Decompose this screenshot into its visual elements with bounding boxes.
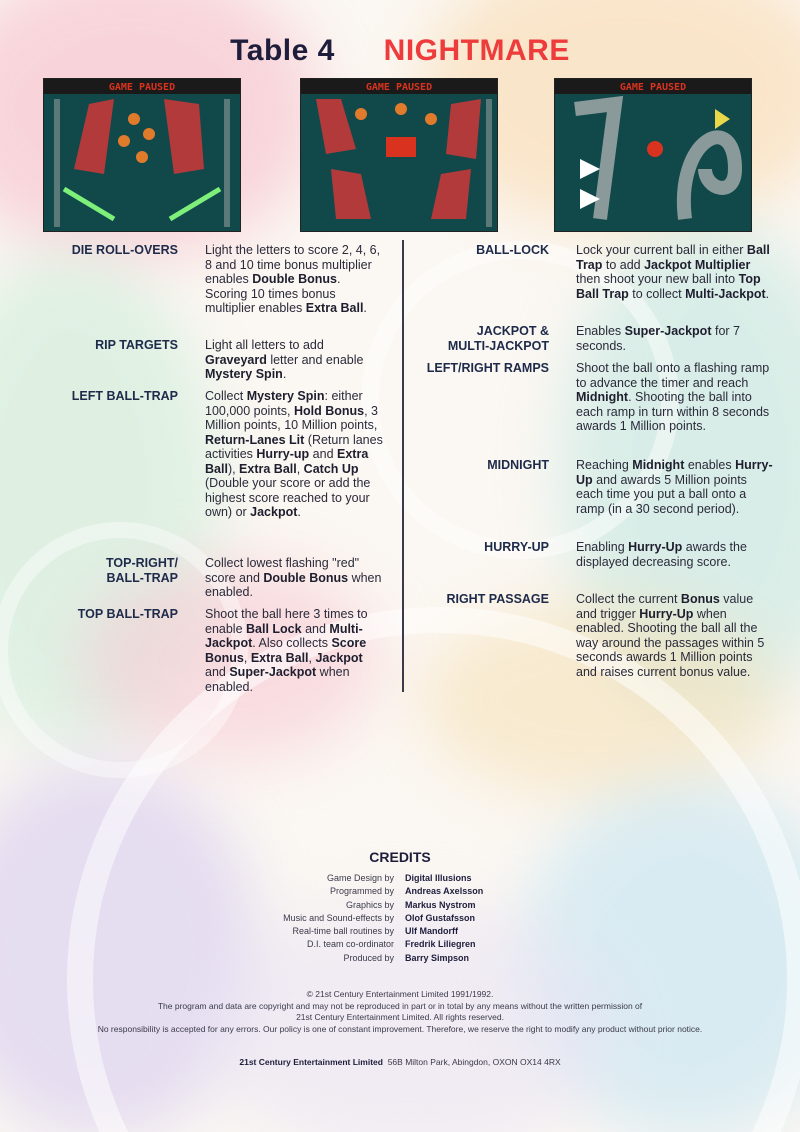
feature-term-left-right-ramps: LEFT/RIGHT RAMPS	[426, 361, 549, 375]
feature-term-midnight: MIDNIGHT	[487, 458, 549, 472]
feature-desc-ball-lock: Lock your current ball in either Ball Trap to add Jackpot Multiplier then shoot your new ball into Top Ball Trap to collect Multi-Jackpot.	[576, 243, 770, 301]
copyright-line: © 21st Century Entertainment Limited 1991/1992.	[306, 989, 494, 999]
game-paused-banner: GAME PAUSED	[619, 82, 687, 93]
company-address: 56B Milton Park, Abingdon, OXON OX14 4RX	[387, 1057, 561, 1067]
credit-row: Graphics by Markus Nystrom	[345, 899, 476, 910]
credit-row: Real-time ball routines by Ulf Mandorff	[292, 926, 458, 937]
credit-row: Music and Sound-effects by Olof Gustafsson	[283, 912, 476, 923]
table-screenshot-2	[300, 78, 498, 232]
legal-line: The program and data are copyright and may not be reproduced in part or in total by any means without the written permission of	[157, 1000, 643, 1011]
feature-term-right-passage: RIGHT PASSAGE	[446, 592, 549, 606]
feature-term-jackpot-multi-jackpot: JACKPOT & MULTI-JACKPOT	[447, 324, 549, 353]
game-paused-banner: GAME PAUSED	[108, 82, 176, 93]
legal-notice	[0, 989, 800, 1036]
credit-row: Produced by Barry Simpson	[343, 952, 470, 963]
credits-list	[0, 872, 800, 965]
feature-desc-die-roll-overs: Light the letters to score 2, 4, 6, 8 and 10 time bonus multiplier enables Double Bonus. Scoring 10 times bonus multiplier enables Extra Ball.	[205, 243, 381, 315]
feature-term-top-right-ball-trap: TOP-RIGHT/ BALL-TRAP	[106, 556, 178, 585]
legal-line: No responsibility is accepted for any errors. Our policy is one of constant improvement. Therefore, we reserve the right to modify any product without prior notice.	[97, 1024, 703, 1035]
feature-desc-right-passage: Collect the current Bonus value and trigger Hurry-Up when enabled. Shooting the ball all the way around the passages within 5 seconds awards 1 Million points and raises current bonus value.	[576, 592, 765, 679]
feature-term-hurry-up: HURRY-UP	[484, 540, 549, 554]
credit-row: Game Design by Digital Illusions	[326, 873, 472, 883]
table-name: NIGHTMARE	[383, 34, 570, 67]
feature-term-top-ball-trap: TOP BALL-TRAP	[77, 607, 178, 621]
feature-desc-hurry-up: Enabling Hurry-Up awards the displayed decreasing score.	[576, 540, 747, 569]
table-screenshot-1	[43, 78, 241, 232]
credit-row: D.I. team co-ordinator Fredrik Liliegren	[306, 939, 476, 950]
feature-desc-jackpot-multi-jackpot: Enables Super-Jackpot for 7 seconds.	[576, 324, 740, 353]
company-name: 21st Century Entertainment Limited	[239, 1057, 383, 1067]
feature-term-die-roll-overs: DIE ROLL-OVERS	[71, 243, 178, 257]
feature-desc-rip-targets: Light all letters to add Graveyard letter and enable Mystery Spin.	[205, 338, 364, 381]
legal-line: 21st Century Entertainment Limited. All rights reserved.	[296, 1012, 504, 1023]
feature-term-left-ball-trap: LEFT BALL-TRAP	[71, 389, 178, 403]
page-title	[0, 34, 800, 68]
feature-desc-top-right-ball-trap: Collect lowest flashing "red" score and Double Bonus when enabled.	[205, 556, 382, 599]
credits-title: CREDITS	[369, 849, 431, 865]
footer-address	[0, 1057, 800, 1067]
feature-desc-left-ball-trap: Collect Mystery Spin: either 100,000 points, Hold Bonus, 3 Million points, 10 Million points, Return-Lanes Lit (Return lanes activities Hurry-up and Extra Ball), Extra Ball, Catch Up (Double your score or add the highest score reached to your own) or Jackpot.	[205, 389, 383, 519]
column-divider	[402, 240, 404, 692]
feature-desc-midnight: Reaching Midnight enables Hurry-Up and awards 5 Million points each time you put a ball onto a ramp (in a 30 second period).	[576, 458, 773, 516]
game-paused-banner: GAME PAUSED	[365, 82, 433, 93]
feature-term-rip-targets: RIP TARGETS	[95, 338, 178, 352]
feature-desc-top-ball-trap: Shoot the ball here 3 times to enable Ball Lock and Multi-Jackpot. Also collects Score Bonus, Extra Ball, Jackpot and Super-Jackpot when enabled.	[205, 607, 368, 694]
table-label: Table 4	[230, 34, 335, 67]
credit-row: Programmed by Andreas Axelsson	[329, 886, 484, 897]
feature-desc-left-right-ramps: Shoot the ball onto a flashing ramp to advance the timer and reach Midnight. Shooting the ball into each ramp in turn within 8 seconds awards 1 Million points.	[576, 361, 770, 433]
table-screenshot-3	[554, 78, 752, 232]
feature-term-ball-lock: BALL-LOCK	[476, 243, 549, 257]
